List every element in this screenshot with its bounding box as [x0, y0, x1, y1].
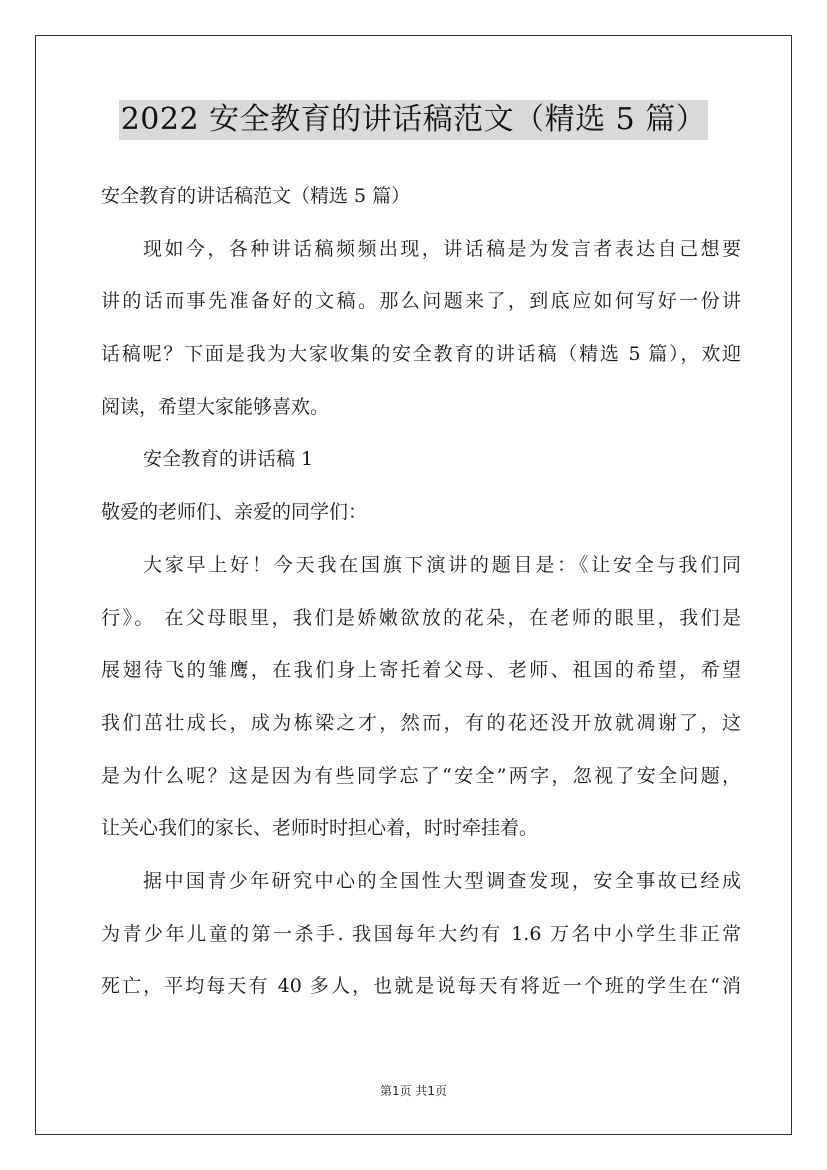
- paragraph-line: 死亡，平均每天有 40 多人，也就是说每天有将近一个班的学生在“消: [101, 975, 741, 998]
- title-container: [0, 100, 827, 140]
- paragraph-line: 话稿呢？下面是我为大家收集的安全教育的讲话稿（精选 5 篇），欢迎: [101, 343, 741, 366]
- paragraph-line: 展翅待飞的雏鹰，在我们身上寄托着父母、老师、祖国的希望，希望: [101, 659, 741, 682]
- paragraph-line: 我们茁壮成长，成为栋梁之才，然而，有的花还没开放就凋谢了，这: [101, 711, 741, 734]
- paragraph-line: 行》。 在父母眼里，我们是娇嫩欲放的花朵，在老师的眼里，我们是: [101, 606, 741, 629]
- paragraph-line: 现如今，各种讲话稿频频出现，讲话稿是为发言者表达自己想要: [143, 237, 741, 260]
- paragraph-line: 为青少年儿童的第一杀手. 我国每年大约有 1.6 万名中小学生非正常: [101, 922, 741, 945]
- paragraph-line: 讲的话而事先准备好的文稿。那么问题来了，到底应如何写好一份讲: [101, 290, 741, 313]
- paragraph-line: 让关心我们的家长、老师时时担心着，时时牵挂着。: [101, 817, 539, 840]
- page-footer: 第1页 共1页: [379, 1084, 448, 1098]
- document-body: [101, 170, 741, 1013]
- subtitle-line: 安全教育的讲话稿范文（精选 5 篇）: [101, 185, 411, 207]
- paragraph-line: 据中国青少年研究中心的全国性大型调查发现，安全事故已经成: [143, 869, 741, 892]
- salutation-line: 敬爱的老师们、亲爱的同学们：: [101, 501, 368, 524]
- paragraph-line: 大家早上好！今天我在国旗下演讲的题目是：《让安全与我们同: [143, 553, 741, 576]
- document-title: 2022 安全教育的讲话稿范文（精选 5 篇）: [119, 100, 709, 140]
- section-heading: 安全教育的讲话稿 1: [143, 448, 314, 471]
- paragraph-line: 是为什么呢？这是因为有些同学忘了“安全”两字，忽视了安全问题，: [101, 764, 741, 787]
- paragraph-line: 阅读，希望大家能够喜欢。: [101, 395, 330, 418]
